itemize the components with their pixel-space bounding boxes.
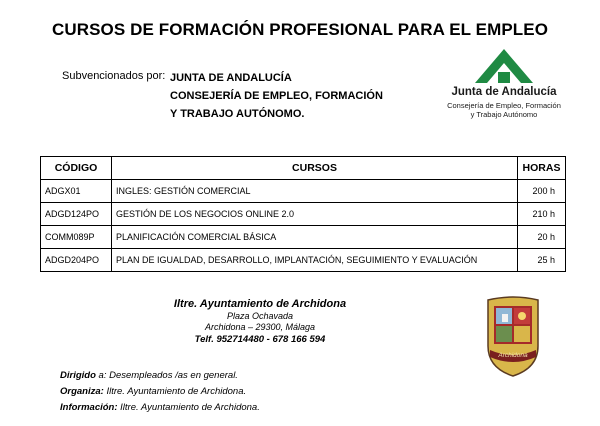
ayuntamiento-contact bbox=[150, 297, 370, 345]
subsidy-line: JUNTA DE ANDALUCÍA bbox=[170, 72, 292, 84]
ayuntamiento-name: Iltre. Ayuntamiento de Archidona bbox=[173, 298, 347, 310]
info-information bbox=[60, 402, 260, 413]
info-information-value: Iltre. Ayuntamiento de Archidona. bbox=[117, 402, 260, 413]
course-code: ADGX01 bbox=[41, 180, 112, 203]
course-header: CURSOS bbox=[112, 157, 518, 180]
course-name: PLANIFICACIÓN COMERCIAL BÁSICA bbox=[112, 226, 518, 249]
subsidy-line: CONSEJERÍA DE EMPLEO, FORMACIÓN bbox=[170, 90, 383, 102]
table-row bbox=[41, 180, 566, 203]
info-organizes-label: Organiza: bbox=[60, 386, 104, 397]
table-header-row bbox=[41, 157, 566, 180]
info-directed bbox=[60, 370, 238, 381]
code-header: CÓDIGO bbox=[41, 157, 112, 180]
info-directed-value: a: Desempleados /as en general. bbox=[95, 370, 238, 381]
info-organizes bbox=[60, 386, 246, 397]
courses-table bbox=[40, 156, 566, 272]
course-name: GESTIÓN DE LOS NEGOCIOS ONLINE 2.0 bbox=[112, 203, 518, 226]
course-hours: 20 h bbox=[518, 226, 566, 249]
ayuntamiento-phone: Telf. 952714480 - 678 166 594 bbox=[194, 334, 326, 345]
table-row bbox=[41, 226, 566, 249]
junta-andalucia-logo bbox=[434, 46, 574, 118]
course-name: INGLES: GESTIÓN COMERCIAL bbox=[112, 180, 518, 203]
logo-name: Junta de Andalucía bbox=[451, 86, 557, 98]
coat-of-arms-icon bbox=[482, 294, 544, 378]
subsidy-line: Y TRABAJO AUTÓNOMO. bbox=[170, 108, 305, 120]
info-information-label: Información: bbox=[60, 402, 118, 413]
ayuntamiento-street: Plaza Ochavada bbox=[226, 311, 294, 321]
page-title: CURSOS DE FORMACIÓN PROFESIONAL PARA EL EMPLEO bbox=[51, 20, 549, 39]
coat-of-arms-label: Archidona bbox=[498, 352, 528, 359]
table-row bbox=[41, 203, 566, 226]
course-code: ADGD204PO bbox=[41, 249, 112, 272]
course-hours: 210 h bbox=[518, 203, 566, 226]
info-directed-label: Dirigido bbox=[60, 370, 96, 381]
logo-department-sub: y Trabajo Autónomo bbox=[470, 110, 538, 119]
subsidy-label: Subvencionados por: bbox=[62, 70, 166, 82]
course-code: ADGD124PO bbox=[41, 203, 112, 226]
course-hours: 25 h bbox=[518, 249, 566, 272]
ayuntamiento-city: Archidona – 29300, Málaga bbox=[204, 322, 316, 332]
course-code: COMM089P bbox=[41, 226, 112, 249]
archidona-coat-of-arms bbox=[482, 294, 544, 378]
course-name: PLAN DE IGUALDAD, DESARROLLO, IMPLANTACIÓN, SEGUIMIENTO Y EVALUACIÓN bbox=[112, 249, 518, 272]
junta-andalucia-emblem-icon bbox=[472, 46, 536, 84]
table-row bbox=[41, 249, 566, 272]
hours-header: HORAS bbox=[518, 157, 566, 180]
subsidy-entity bbox=[170, 69, 383, 123]
course-hours: 200 h bbox=[518, 180, 566, 203]
logo-department: Consejería de Empleo, Formación bbox=[447, 101, 561, 110]
info-organizes-value: Iltre. Ayuntamiento de Archidona. bbox=[103, 386, 247, 397]
